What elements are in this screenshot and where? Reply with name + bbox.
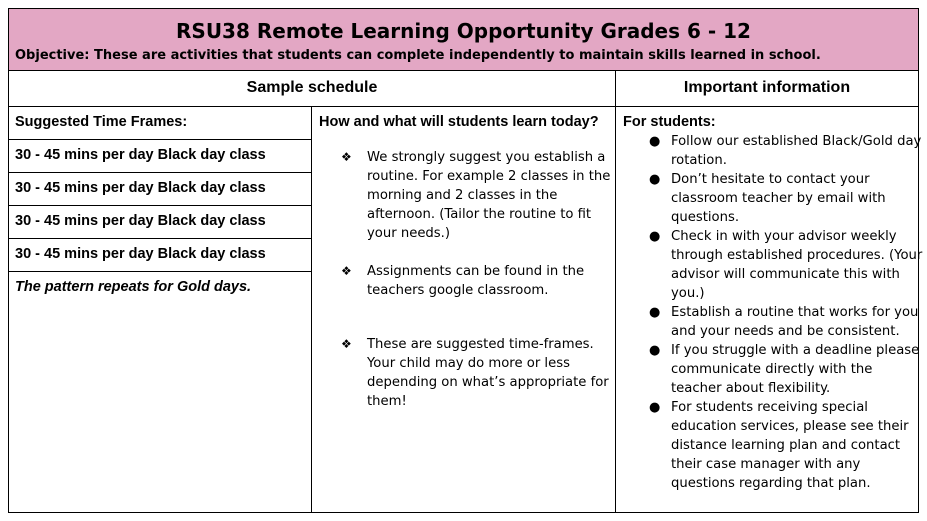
gold-days-note: The pattern repeats for Gold days. xyxy=(15,279,252,295)
objective-text: Objective: These are activities that students can complete independently to maintain skills learned in school. xyxy=(15,48,821,63)
column-divider xyxy=(615,71,616,512)
section-sample-schedule: Sample schedule xyxy=(246,79,378,96)
list-item xyxy=(645,398,923,493)
page-header xyxy=(9,9,918,71)
bullet-dot-icon: ● xyxy=(649,229,661,244)
list-item xyxy=(645,227,923,303)
section-important-information: Important information xyxy=(683,79,851,96)
time-frame-row: 30 - 45 mins per day Black day class xyxy=(15,213,266,229)
list-item-text: Follow our established Black/Gold day rotation. xyxy=(671,134,922,168)
list-item xyxy=(645,303,923,341)
diamond-bullet-icon: ❖ xyxy=(341,264,352,278)
bullet-dot-icon: ● xyxy=(649,172,661,187)
how-what-list xyxy=(341,148,613,411)
list-item xyxy=(645,132,923,170)
list-item xyxy=(645,341,923,398)
list-item xyxy=(341,148,613,243)
time-frame-row: 30 - 45 mins per day Black day class xyxy=(15,147,266,163)
list-item-text: Don’t hesitate to contact your classroom teacher by email with questions. xyxy=(671,172,886,225)
for-students-header: For students: xyxy=(623,114,716,130)
student-info-list xyxy=(645,132,923,493)
row-divider xyxy=(9,172,311,173)
schedule-table xyxy=(8,8,923,513)
row-divider xyxy=(9,271,311,272)
diamond-bullet-icon: ❖ xyxy=(341,337,352,351)
bullet-dot-icon: ● xyxy=(649,400,661,415)
bullet-dot-icon: ● xyxy=(649,134,661,149)
time-frame-row: 30 - 45 mins per day Black day class xyxy=(15,180,266,196)
how-what-header: How and what will students learn today? xyxy=(319,114,599,130)
time-frames-header: Suggested Time Frames: xyxy=(15,114,188,130)
list-item-text: For students receiving special education services, please see their distance learning plan and contact their case manager with any questions regarding that plan. xyxy=(671,400,909,491)
list-item-text: Check in with your advisor weekly through established procedures. (Your advisor will communicate this with you.) xyxy=(671,229,923,301)
list-item-text: We strongly suggest you establish a routine. For example 2 classes in the morning and 2 classes in the afternoon. (Tailor the routine to fit your needs.) xyxy=(367,150,611,241)
column-divider xyxy=(311,106,312,512)
bullet-dot-icon: ● xyxy=(649,343,661,358)
row-divider xyxy=(9,106,918,107)
row-divider xyxy=(9,238,311,239)
list-item xyxy=(645,170,923,227)
row-divider xyxy=(9,205,311,206)
diamond-bullet-icon: ❖ xyxy=(341,150,352,164)
list-item-text: Assignments can be found in the teachers google classroom. xyxy=(367,264,585,298)
list-item-text: These are suggested time-frames. Your child may do more or less depending on what’s appropriate for them! xyxy=(367,337,609,409)
time-frame-row: 30 - 45 mins per day Black day class xyxy=(15,246,266,262)
row-divider xyxy=(9,139,311,140)
list-item-text: If you struggle with a deadline please communicate directly with the teacher about flexibility. xyxy=(671,343,920,396)
page-title: RSU38 Remote Learning Opportunity Grades 6 - 12 xyxy=(176,19,751,43)
list-item-text: Establish a routine that works for you and your needs and be consistent. xyxy=(671,305,919,339)
bullet-dot-icon: ● xyxy=(649,305,661,320)
list-item xyxy=(341,335,613,411)
list-item xyxy=(341,262,613,300)
